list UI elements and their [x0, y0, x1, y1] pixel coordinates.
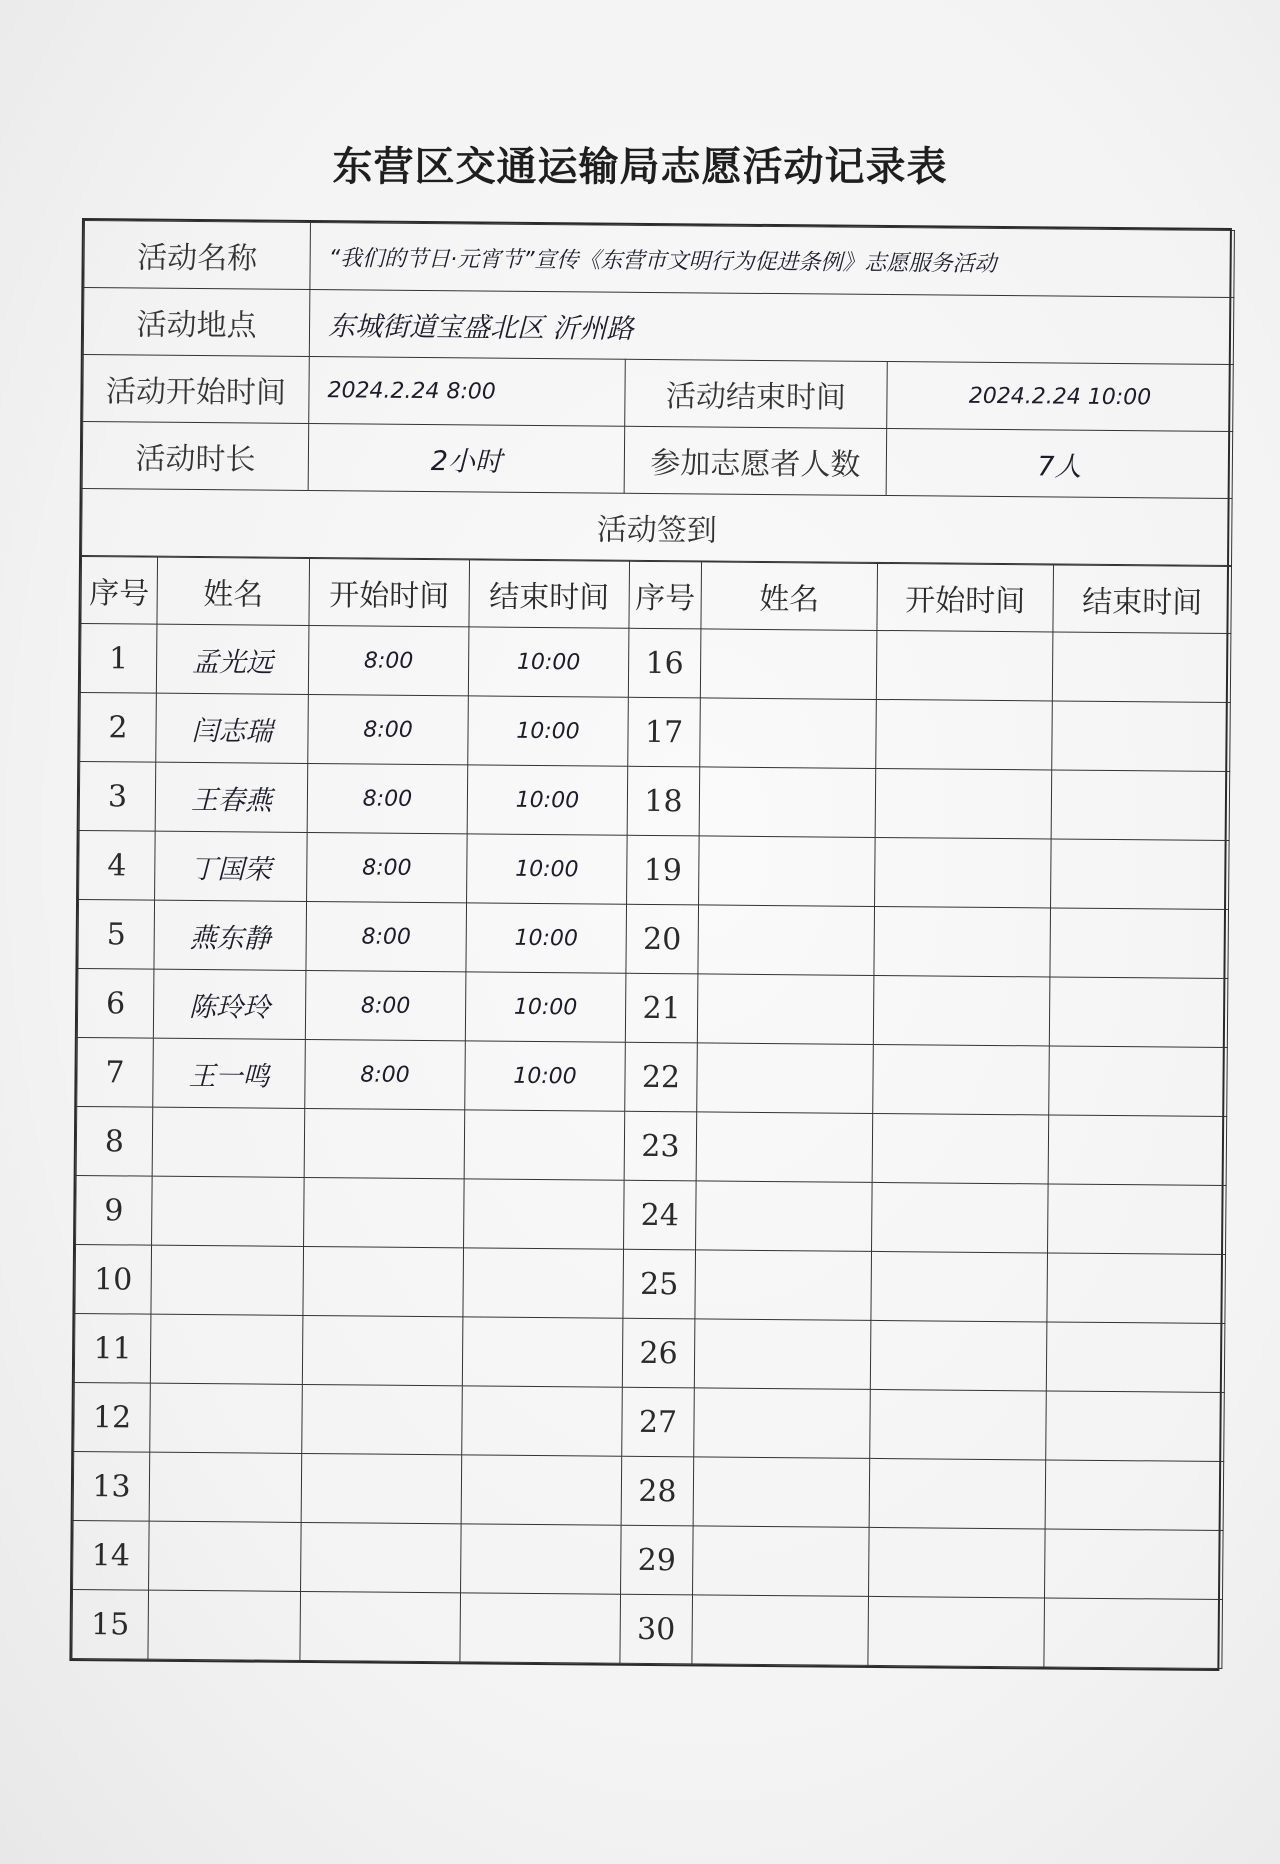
row-number: 15	[72, 1589, 149, 1659]
start-time-cell-right	[876, 699, 1053, 770]
volunteer-count-value: 7人	[886, 429, 1233, 499]
end-time-cell-right	[1052, 632, 1231, 703]
end-time-cell: 10:00	[468, 696, 629, 766]
start-time-cell: 8:00	[305, 1039, 466, 1109]
header-start-right: 开始时间	[877, 563, 1054, 632]
end-time-cell	[461, 1524, 622, 1594]
location-label: 活动地点	[83, 288, 310, 357]
table-row	[78, 899, 1229, 978]
table-row	[80, 693, 1231, 772]
header-name: 姓名	[157, 557, 310, 625]
row-number-right: 21	[625, 973, 698, 1043]
location-value: 东城街道宝盛北区 沂州路	[309, 289, 1234, 364]
start-time-cell	[301, 1453, 462, 1523]
signature-name	[148, 1590, 301, 1660]
end-time-cell-right	[1044, 1598, 1223, 1669]
activity-name-value: “我们的节日·元宵节”宣传《东营市文明行为促进条例》志愿服务活动	[310, 222, 1235, 297]
signature-name-right	[700, 629, 877, 700]
row-number: 13	[73, 1451, 150, 1521]
signature-name: 孟光远	[156, 624, 309, 694]
duration-value: 2小时	[308, 423, 625, 493]
signature-name: 燕东静	[154, 900, 307, 970]
row-number-right: 23	[624, 1111, 697, 1181]
start-time-cell-right	[869, 1458, 1046, 1529]
activity-name-label: 活动名称	[84, 221, 311, 290]
row-number-right: 16	[628, 628, 701, 698]
end-time-cell	[463, 1248, 624, 1318]
signature-name: 闫志瑞	[156, 693, 309, 763]
end-time-cell-right	[1050, 908, 1229, 979]
signature-name: 王一鸣	[153, 1038, 306, 1108]
start-time-cell	[302, 1384, 463, 1454]
duration-label: 活动时长	[82, 422, 309, 491]
row-number-right: 17	[628, 697, 701, 767]
end-time-cell: 10:00	[467, 834, 628, 904]
signature-name: 丁国荣	[155, 831, 308, 901]
row-number-right: 24	[624, 1180, 697, 1250]
row-number: 1	[80, 624, 157, 694]
start-time-cell	[300, 1591, 461, 1661]
row-number: 9	[76, 1175, 153, 1245]
signin-table	[71, 556, 1232, 1669]
start-time-cell-right	[875, 837, 1052, 908]
signature-name: 王春燕	[155, 762, 308, 832]
end-time-cell-right	[1047, 1253, 1226, 1324]
start-time-cell: 8:00	[307, 832, 468, 902]
signature-name-right	[699, 836, 876, 907]
header-no: 序号	[81, 557, 158, 625]
signature-name-right	[696, 1112, 873, 1183]
start-time-cell-right	[869, 1527, 1046, 1598]
end-time-cell	[460, 1593, 621, 1663]
start-time-cell-right	[876, 630, 1053, 701]
row-number-right: 19	[627, 835, 700, 905]
header-end-right: 结束时间	[1053, 565, 1232, 634]
end-time-cell	[462, 1317, 623, 1387]
end-time-cell-right	[1049, 1046, 1228, 1117]
signature-name-right	[698, 905, 875, 976]
table-row	[72, 1589, 1223, 1668]
table-row	[73, 1451, 1224, 1530]
row-number: 2	[80, 693, 157, 763]
header-end: 结束时间	[469, 560, 630, 628]
end-time-cell-right	[1046, 1322, 1225, 1393]
table-row	[76, 1106, 1227, 1185]
start-time-cell: 8:00	[306, 901, 467, 971]
end-time-value: 2024.2.24 10:00	[887, 362, 1234, 432]
end-time-cell-right	[1051, 839, 1230, 910]
start-time-value: 2024.2.24 8:00	[309, 356, 626, 426]
signature-name	[150, 1383, 303, 1453]
table-row	[77, 968, 1228, 1047]
start-time-cell-right	[871, 1251, 1048, 1322]
row-number-right: 18	[627, 766, 700, 836]
signature-name	[152, 1107, 305, 1177]
start-time-cell-right	[870, 1320, 1047, 1391]
signature-name-right	[693, 1526, 870, 1597]
start-time-cell: 8:00	[308, 694, 469, 764]
start-time-cell-right	[875, 768, 1052, 839]
end-time-cell: 10:00	[466, 903, 627, 973]
start-time-cell: 8:00	[305, 970, 466, 1040]
row-number: 11	[74, 1313, 151, 1383]
signature-name	[149, 1521, 302, 1591]
header-start: 开始时间	[309, 558, 470, 626]
row-number-right: 29	[621, 1525, 694, 1595]
start-time-cell-right	[870, 1389, 1047, 1460]
signature-name: 陈玲玲	[153, 969, 306, 1039]
signature-name-right	[692, 1595, 869, 1666]
signature-name	[150, 1314, 303, 1384]
signin-section-title: 活动签到	[82, 489, 1233, 566]
row-number-right: 20	[626, 904, 699, 974]
start-time-cell-right	[873, 975, 1050, 1046]
row-number: 6	[77, 968, 154, 1038]
row-number: 5	[78, 899, 155, 969]
row-number: 4	[79, 830, 156, 900]
signature-name-right	[697, 1043, 874, 1114]
end-time-cell-right	[1048, 1115, 1227, 1186]
end-time-cell: 10:00	[467, 765, 628, 835]
start-time-cell: 8:00	[307, 763, 468, 833]
row-number-right: 26	[622, 1318, 695, 1388]
start-time-cell-right	[872, 1113, 1049, 1184]
signature-name-right	[699, 767, 876, 838]
signature-name-right	[695, 1250, 872, 1321]
info-table	[81, 220, 1235, 566]
start-time-cell	[304, 1177, 465, 1247]
start-time-cell: 8:00	[308, 625, 469, 695]
table-row	[76, 1175, 1227, 1254]
signature-name-right	[700, 698, 877, 769]
end-time-cell-right	[1052, 701, 1231, 772]
end-time-cell-right	[1045, 1460, 1224, 1531]
signature-name	[149, 1452, 302, 1522]
table-row	[79, 762, 1230, 841]
signature-name-right	[694, 1388, 871, 1459]
end-time-cell-right	[1049, 977, 1228, 1048]
row-number: 7	[77, 1037, 154, 1107]
signature-name-right	[697, 974, 874, 1045]
end-time-cell: 10:00	[465, 972, 626, 1042]
table-row	[77, 1037, 1228, 1116]
start-time-cell	[302, 1315, 463, 1385]
row-number: 12	[74, 1382, 151, 1452]
table-row	[73, 1520, 1224, 1599]
start-time-label: 活动开始时间	[83, 355, 310, 424]
start-time-cell-right	[874, 906, 1051, 977]
record-form	[69, 218, 1232, 1671]
row-number: 3	[79, 762, 156, 832]
volunteer-count-label: 参加志愿者人数	[624, 426, 887, 495]
signin-header-row	[81, 557, 1232, 634]
start-time-cell-right	[868, 1596, 1045, 1667]
row-number-right: 22	[625, 1042, 698, 1112]
start-time-cell	[303, 1246, 464, 1316]
end-time-cell: 10:00	[465, 1041, 626, 1111]
row-number-right: 25	[623, 1249, 696, 1319]
end-time-cell	[461, 1455, 622, 1525]
table-row	[79, 830, 1230, 909]
row-number: 10	[75, 1244, 152, 1314]
row-number-right: 30	[620, 1594, 693, 1664]
start-time-cell	[304, 1108, 465, 1178]
start-time-cell	[301, 1522, 462, 1592]
row-number-right: 27	[622, 1387, 695, 1457]
end-time-cell-right	[1048, 1184, 1227, 1255]
row-number: 14	[73, 1520, 150, 1590]
end-time-label: 活动结束时间	[625, 359, 888, 428]
end-time-cell	[464, 1110, 625, 1180]
signature-name-right	[696, 1181, 873, 1252]
end-time-cell-right	[1051, 770, 1230, 841]
document-title: 东营区交通运输局志愿活动记录表	[332, 143, 948, 190]
signin-body	[72, 624, 1231, 1669]
table-row	[75, 1244, 1226, 1323]
table-row	[74, 1313, 1225, 1392]
start-time-cell-right	[873, 1044, 1050, 1115]
signature-name	[152, 1176, 305, 1246]
signature-name-right	[694, 1319, 871, 1390]
table-row	[74, 1382, 1225, 1461]
end-time-cell	[462, 1386, 623, 1456]
end-time-cell	[464, 1179, 625, 1249]
start-time-cell-right	[872, 1182, 1049, 1253]
end-time-cell: 10:00	[468, 627, 629, 697]
row-number: 8	[76, 1106, 153, 1176]
header-no-right: 序号	[629, 561, 702, 629]
end-time-cell-right	[1046, 1391, 1225, 1462]
header-name-right: 姓名	[701, 562, 878, 631]
end-time-cell-right	[1044, 1529, 1223, 1600]
row-number-right: 28	[621, 1456, 694, 1526]
table-row	[80, 624, 1231, 703]
signature-name	[151, 1245, 304, 1315]
signature-name-right	[693, 1457, 870, 1528]
